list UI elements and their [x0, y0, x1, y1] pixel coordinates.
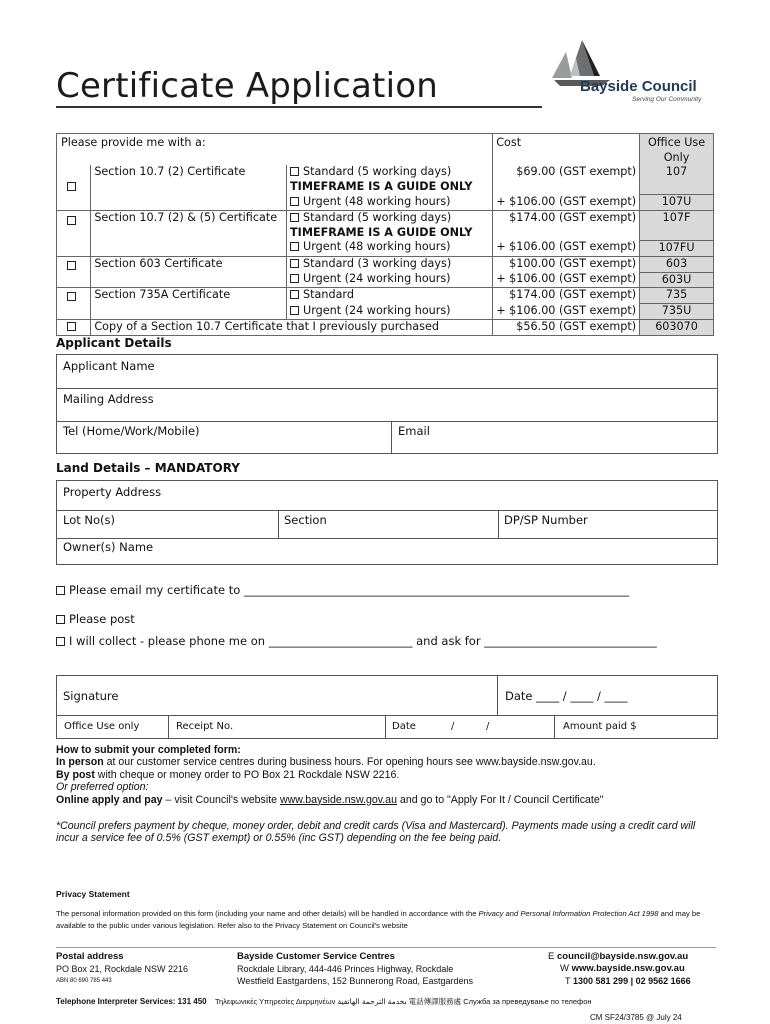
howto-preferred: Or preferred option:	[56, 781, 149, 794]
howto-heading: How to submit your completed form:	[56, 744, 241, 756]
signature-field[interactable]: Signature	[63, 689, 119, 703]
interpreter-services: Telephone Interpreter Services: 131 450 Τηλεφωνικές Υπηρεσίες Διερμηνέων بخدمة الترجمة الهاتفية 電話傳譯服務處 Служба за преведување по телефон	[56, 997, 592, 1006]
dpsp-field[interactable]: DP/SP Number	[504, 513, 588, 527]
table-row	[57, 288, 714, 304]
office-code: 107FU	[640, 240, 714, 256]
checkbox-s107[interactable]	[67, 182, 76, 191]
council-tagline: Serving Our Community	[632, 96, 702, 103]
email-certificate-option[interactable]: Please email my certificate to ___________________________________________________________________	[56, 583, 629, 597]
table-row	[57, 304, 714, 320]
checkbox-icon[interactable]	[290, 290, 299, 299]
guide-note: TIMEFRAME IS A GUIDE ONLY	[287, 180, 493, 195]
privacy-text: The personal information provided on this form (including your name and other details) will be handled in accordance with the Privacy and Personal Information Protection Act 1998 and may be available to the public under various legislation. Refer also to the Privacy Statement on Council's website	[56, 909, 701, 930]
divider	[498, 510, 499, 538]
postal-address-block: Postal address PO Box 21, Rockdale NSW 2216 ABN 80 690 785 443	[56, 951, 189, 984]
office-code: 107F	[640, 210, 714, 225]
divider	[56, 538, 718, 539]
cost-value: $69.00 (GST exempt)	[493, 165, 640, 180]
checkbox-icon[interactable]	[56, 586, 65, 595]
office-code: 735U	[640, 304, 714, 320]
footer-rule	[56, 947, 716, 948]
checkbox-icon[interactable]	[290, 242, 299, 251]
option-standard-603[interactable]: Standard (3 working days)	[287, 256, 493, 272]
cost-header: Cost	[493, 134, 640, 166]
office-code: 603U	[640, 272, 714, 288]
privacy-heading: Privacy Statement	[56, 889, 130, 899]
cert-label: Copy of a Section 10.7 Certificate that I previously purchased	[91, 319, 493, 335]
council-email-link[interactable]: council@bayside.nsw.gov.au	[556, 951, 689, 962]
table-row	[57, 240, 714, 256]
cert-label: Section 735A Certificate	[91, 288, 287, 304]
table-row	[57, 195, 714, 211]
cost-value: + $106.00 (GST exempt)	[493, 304, 640, 320]
office-use-label: Office Use only	[64, 721, 140, 732]
table-row	[57, 165, 714, 180]
table-header-row	[57, 134, 714, 166]
howto-online: Online apply and pay – visit Council's website www.bayside.nsw.gov.au and go to "Apply For It / Council Certificate"	[56, 793, 604, 806]
how-to-submit	[56, 744, 716, 806]
divider	[385, 715, 386, 739]
service-centres-block: Bayside Customer Service Centres Rockdale Library, 444-446 Princes Highway, Rockdale Westfield Eastgardens, 152 Bunnerong Road, Eastgardens	[237, 951, 473, 986]
checkbox-s603[interactable]	[67, 261, 76, 270]
option-standard-107[interactable]: Standard (5 working days)	[287, 165, 493, 180]
option-standard-735[interactable]: Standard	[287, 288, 493, 304]
owner-name-field[interactable]: Owner(s) Name	[63, 540, 154, 554]
divider	[56, 510, 718, 511]
divider	[56, 421, 718, 422]
office-code: 107	[640, 165, 714, 180]
council-name: Bayside Council	[580, 78, 697, 95]
checkbox-icon[interactable]	[56, 615, 65, 624]
office-code: 735	[640, 288, 714, 304]
cert-label: Section 10.7 (2) Certificate	[91, 165, 287, 180]
section-field[interactable]: Section	[284, 513, 327, 527]
checkbox-icon[interactable]	[290, 306, 299, 315]
table-prompt: Please provide me with a:	[57, 134, 493, 166]
divider	[554, 715, 555, 739]
table-row	[57, 256, 714, 272]
divider	[56, 715, 718, 716]
cost-value: + $106.00 (GST exempt)	[493, 195, 640, 211]
cost-value: $174.00 (GST exempt)	[493, 288, 640, 304]
howto-in-person: In person at our customer service centres during business hours. For opening hours see www.bayside.nsw.gov.au.	[56, 756, 596, 769]
date-slash: /	[451, 721, 455, 732]
divider	[391, 421, 392, 454]
lot-field[interactable]: Lot No(s)	[63, 513, 116, 527]
collect-option[interactable]: I will collect - please phone me on _________________________ and ask for ______________________________	[56, 634, 657, 648]
contact-block: E council@bayside.nsw.gov.au W www.bayside.nsw.gov.au T 1300 581 299 | 02 9562 1666	[548, 951, 691, 986]
council-web-link[interactable]: www.bayside.nsw.gov.au	[571, 963, 685, 974]
property-address-field[interactable]: Property Address	[63, 485, 162, 499]
checkbox-icon[interactable]	[56, 637, 65, 646]
title-rule	[56, 106, 542, 108]
payment-note: *Council prefers payment by cheque, money order, debit and credit cards (Visa and Mastercard). Payments made using a credit card will incur a service fee of 0.5% (GST exempt) or 0.55% (inc GST) depending on the fee being paid.	[56, 820, 696, 845]
table-row	[57, 319, 714, 335]
amount-paid-label: Amount paid $	[563, 721, 637, 732]
cert-label: Section 10.7 (2) & (5) Certificate	[91, 210, 287, 225]
office-date-label: Date	[392, 721, 416, 732]
office-code: 107U	[640, 195, 714, 211]
divider	[278, 510, 279, 538]
option-urgent-107[interactable]: Urgent (48 working hours)	[287, 195, 493, 211]
office-code: 603070	[640, 319, 714, 335]
checkbox-copy[interactable]	[67, 322, 76, 331]
option-urgent-603[interactable]: Urgent (24 working hours)	[287, 272, 493, 288]
cost-value: $100.00 (GST exempt)	[493, 256, 640, 272]
date-field[interactable]: Date ____ / ____ / ____	[505, 689, 628, 703]
cost-value: $174.00 (GST exempt)	[493, 210, 640, 225]
land-heading: Land Details – MANDATORY	[56, 461, 240, 475]
mailing-address-field[interactable]: Mailing Address	[63, 392, 154, 406]
cost-value: + $106.00 (GST exempt)	[493, 272, 640, 288]
checkbox-icon[interactable]	[290, 167, 299, 176]
cost-value: + $106.00 (GST exempt)	[493, 240, 640, 256]
checkbox-icon[interactable]	[290, 259, 299, 268]
checkbox-s107f[interactable]	[67, 216, 76, 225]
document-reference: CM SF24/3785 @ July 24	[590, 1013, 682, 1022]
table-row	[57, 226, 714, 241]
applicant-name-field[interactable]: Applicant Name	[63, 359, 155, 373]
table-row	[57, 180, 714, 195]
divider	[497, 675, 498, 715]
checkbox-icon[interactable]	[290, 274, 299, 283]
option-urgent-735[interactable]: Urgent (24 working hours)	[287, 304, 493, 320]
applicant-heading: Applicant Details	[56, 336, 172, 350]
email-field[interactable]: Email	[398, 424, 430, 438]
fee-table	[56, 133, 714, 336]
option-urgent-107f[interactable]: Urgent (48 working hours)	[287, 240, 493, 256]
council-website-link[interactable]: www.bayside.nsw.gov.au	[279, 793, 397, 806]
checkbox-s735[interactable]	[67, 292, 76, 301]
tel-field[interactable]: Tel (Home/Work/Mobile)	[63, 424, 200, 438]
page-title: Certificate Application	[56, 66, 438, 106]
date-slash: /	[486, 721, 490, 732]
table-row	[57, 272, 714, 288]
cost-value: $56.50 (GST exempt)	[493, 319, 640, 335]
howto-by-post: By post with cheque or money order to PO Box 21 Rockdale NSW 2216.	[56, 768, 400, 781]
post-option[interactable]: Please post	[56, 612, 135, 626]
cert-label: Section 603 Certificate	[91, 256, 287, 272]
office-code: 603	[640, 256, 714, 272]
office-use-header: Office Use Only	[640, 134, 714, 166]
table-row	[57, 210, 714, 225]
option-standard-107f[interactable]: Standard (5 working days)	[287, 210, 493, 225]
divider	[168, 715, 169, 739]
applicant-frame	[56, 354, 718, 454]
checkbox-icon[interactable]	[290, 213, 299, 222]
checkbox-icon[interactable]	[290, 197, 299, 206]
guide-note: TIMEFRAME IS A GUIDE ONLY	[287, 226, 493, 241]
receipt-label: Receipt No.	[176, 721, 234, 732]
divider	[56, 388, 718, 389]
